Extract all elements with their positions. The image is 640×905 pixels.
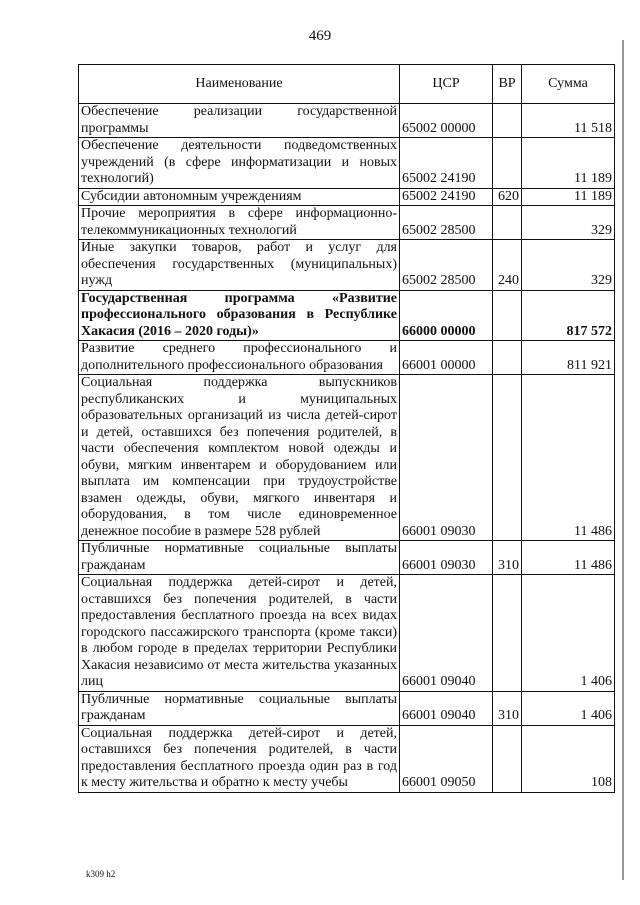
scan-edge-mark [622, 40, 624, 880]
row-csr: 65002 28500 [400, 206, 493, 240]
row-vr: 240 [493, 240, 522, 291]
row-sum: 811 921 [522, 341, 615, 375]
row-csr: 65002 00000 [400, 104, 493, 138]
table-row [79, 206, 615, 240]
row-name: Публичные нормативные социальные выплаты гражданам [79, 541, 400, 575]
row-vr [493, 375, 522, 541]
header-csr: ЦСР [400, 65, 493, 104]
header-row [79, 65, 615, 104]
row-name: Публичные нормативные социальные выплаты гражданам [79, 691, 400, 725]
row-csr: 65002 24190 [400, 188, 493, 206]
row-vr: 620 [493, 188, 522, 206]
row-name: Социальная поддержка выпускников республиканских и муниципальных образовательных организаций из числа детей-сирот и детей, оставшихся без попечения родителей, в части обеспечения комплектом новой одежды и обуви, мягким инвентарем и оборудованием или выплата им компенсации при трудоустройстве взамен одежды, обуви, мягкого инвентаря и оборудования, в том числе единовременное денежное пособие в размере 528 рублей [79, 375, 400, 541]
row-name: Обеспечение реализации государственной программы [79, 104, 400, 138]
page-number: 469 [308, 28, 332, 44]
row-vr [493, 138, 522, 189]
row-name: Социальная поддержка детей-сирот и детей, оставшихся без попечения родителей, в части предоставления бесплатного проезда на всех видах городского пассажирского транспорта (кроме такси) в любом городе в пределах территории Республики Хакасия независимо от места жительства указанных лиц [79, 575, 400, 692]
row-csr: 65002 28500 [400, 240, 493, 291]
footer-code: k309 h2 [86, 869, 116, 879]
table-row [79, 341, 615, 375]
header-sum: Сумма [522, 65, 615, 104]
row-sum: 108 [522, 725, 615, 792]
row-name: Обеспечение деятельности подведомственных учреждений (в сфере информатизации и новых технологий) [79, 138, 400, 189]
row-csr: 66001 09040 [400, 691, 493, 725]
row-csr: 66001 09030 [400, 541, 493, 575]
row-sum: 11 486 [522, 541, 615, 575]
row-name: Социальная поддержка детей-сирот и детей, оставшихся без попечения родителей, в части предоставления бесплатного проезда один раз в год к месту жительства и обратно к месту учебы [79, 725, 400, 792]
row-name: Иные закупки товаров, работ и услуг для обеспечения государственных (муниципальных) нужд [79, 240, 400, 291]
row-csr: 66001 00000 [400, 341, 493, 375]
row-sum: 1 406 [522, 575, 615, 692]
row-csr: 66001 09050 [400, 725, 493, 792]
header-name: Наименование [79, 65, 400, 104]
table-row [79, 375, 615, 541]
row-vr: 310 [493, 541, 522, 575]
row-csr: 66000 00000 [400, 290, 493, 341]
row-vr [493, 104, 522, 138]
table-row [79, 240, 615, 291]
row-vr [493, 725, 522, 792]
table-row [79, 104, 615, 138]
row-sum: 1 406 [522, 691, 615, 725]
row-sum: 329 [522, 240, 615, 291]
table-row [79, 575, 615, 692]
table-row [79, 541, 615, 575]
row-csr: 66001 09030 [400, 375, 493, 541]
row-name: Субсидии автономным учреждениям [79, 188, 400, 206]
row-sum: 817 572 [522, 290, 615, 341]
table-row [79, 138, 615, 189]
row-vr: 310 [493, 691, 522, 725]
table-row-program [79, 290, 615, 341]
row-name: Развитие среднего профессионального и дополнительного профессионального образования [79, 341, 400, 375]
table-row [79, 725, 615, 792]
row-csr: 66001 09040 [400, 575, 493, 692]
row-csr: 65002 24190 [400, 138, 493, 189]
row-name: Государственная программа «Развитие профессионального образования в Республике Хакасия (2016 – 2020 годы)» [79, 290, 400, 341]
row-sum: 11 189 [522, 138, 615, 189]
table-row [79, 188, 615, 206]
header-vr: ВР [493, 65, 522, 104]
row-sum: 11 486 [522, 375, 615, 541]
row-vr [493, 290, 522, 341]
row-sum: 329 [522, 206, 615, 240]
row-vr [493, 206, 522, 240]
row-vr [493, 575, 522, 692]
row-name: Прочие мероприятия в сфере информационно-телекоммуникационных технологий [79, 206, 400, 240]
row-sum: 11 518 [522, 104, 615, 138]
budget-table [78, 64, 615, 793]
row-sum: 11 189 [522, 188, 615, 206]
table-row [79, 691, 615, 725]
row-vr [493, 341, 522, 375]
